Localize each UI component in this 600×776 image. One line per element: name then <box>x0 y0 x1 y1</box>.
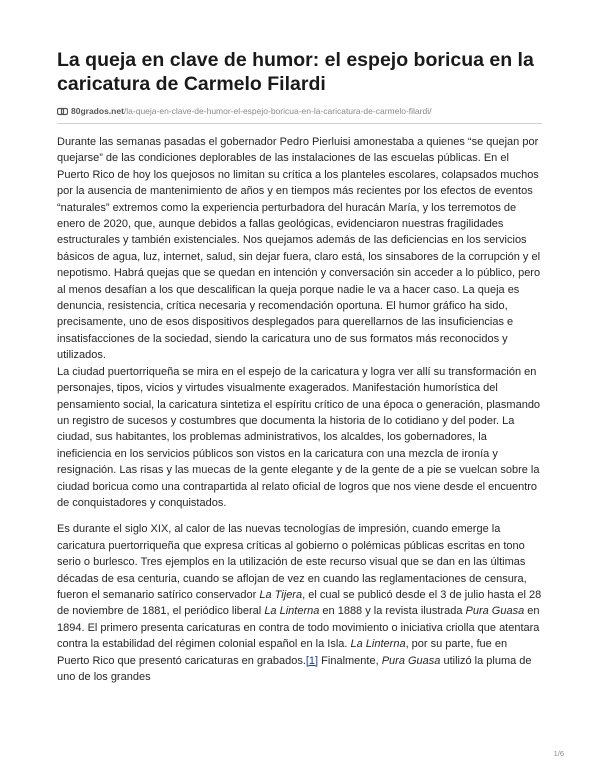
source-path[interactable]: /la-queja-en-clave-de-humor-el-espejo-boricua-en-la-caricatura-de-carmelo-filardi/ <box>123 106 432 116</box>
page-title: La queja en clave de humor: el espejo boricua en la caricatura de Carmelo Filardi <box>57 49 534 95</box>
text-run: , el cual se publicó desde el 3 de julio hasta el 28 de noviembre de 1881, el periódico liberal <box>57 588 542 618</box>
text-run: Es durante el siglo XIX, al calor de las nuevas tecnologías de impresión, cuando emerge la caricatura puertorriqueña que expresa críticas al gobierno o polémicas públicas escritas en tono serio o burlesco. Tres ejemplos en la utilización de este recurso visual que se dan en las últimas décadas de esa centuria, cuando se aflojan de vez en cuando las reglamentaciones de censura, fueron el semanario satírico conservador <box>57 523 527 601</box>
article-body <box>57 134 542 685</box>
text-run: en 1894. El primero presenta caricaturas en contra de todo movimiento o iniciativa criolla que atentara contra la estabilidad del régimen colonial español en la Isla. <box>57 605 540 651</box>
paragraph-3 <box>57 521 542 685</box>
text-run: utilizó la pluma de uno de los grandes <box>57 654 532 683</box>
divider <box>57 123 542 124</box>
page-number: 1/6 <box>553 749 564 758</box>
text-run: Finalmente, <box>318 654 382 667</box>
footnote-link[interactable]: [1] <box>305 654 319 667</box>
source-line <box>57 105 542 117</box>
text-run: , por su parte, fue en Puerto Rico que presentó caricaturas en grabados. <box>57 638 508 667</box>
italic-title: La Linterna <box>264 605 320 618</box>
link-icon <box>57 106 68 117</box>
source-domain[interactable]: 80grados.net <box>71 106 124 116</box>
paragraph-1: Durante las semanas pasadas el gobernador Pedro Pierluisi amonestaba a quienes “se quejan por quejarse” de las condiciones deplorables de las instalaciones de las escuelas públicas. En el Puerto Rico de hoy los quejosos no limitan su crítica a los planteles escolares, colapsados muchos por la ausencia de mantenimiento de años y en tiempos más recientes por los efectos de eventos “naturales” extremos como la experiencia perturbadora del huracán María, y los terremotos de enero de 2020, que, aunque debidos a fallas geológicas, evidenciaron nuestras fragilidades estructurales y también existenciales. Nos quejamos además de las deficiencias en los servicios básicos de agua, luz, internet, salud, sin dejar fuera, claro está, los sinsabores de la corrupción y el nepotismo. Habrá quejas que se quedan en intención y conversación sin acceder a lo público, pero al menos desafían a los que descalifican la queja porque nadie le va a hacer caso. La queja es denuncia, resistencia, crítica necesaria y recomendación oportuna. El humor gráfico ha sido, precisamente, uno de esos dispositivos desplegados para querellarnos de las insuficiencias e insatisfacciones de la sociedad, siendo la caricatura uno de sus formatos más reconocidos y utilizados. <box>57 136 541 362</box>
paragraph-2: La ciudad puertorriqueña se mira en el espejo de la caricatura y logra ver allí su transformación en personajes, tipos, vicios y virtudes visualmente exagerados. Manifestación humorística del pensamiento social, la caricatura sintetiza el espíritu crítico de una época o generación, plasmando un registro de sucesos y costumbres que documenta la historia de lo cotidiano y del poder. La ciudad, sus habitantes, los problemas administrativos, los alcaldes, los gobernadores, la ineficiencia en los servicios públicos son vistos en la caricatura con una mezcla de ironía y resignación. Las risas y las muecas de la gente elegante y de la gente de a pie se vuelcan sobre la ciudad boricua como una contrapartida al relato oficial de logros que nos viene desde el encuentro de conquistadores y conquistados. <box>57 365 541 509</box>
italic-title: La Linterna <box>350 638 406 651</box>
document-page <box>57 48 542 685</box>
italic-title: Pura Guasa <box>465 605 525 618</box>
italic-title: Pura Guasa <box>381 654 441 667</box>
text-run: en 1888 y la revista ilustrada <box>319 605 466 618</box>
italic-title: La Tijera <box>259 588 303 601</box>
